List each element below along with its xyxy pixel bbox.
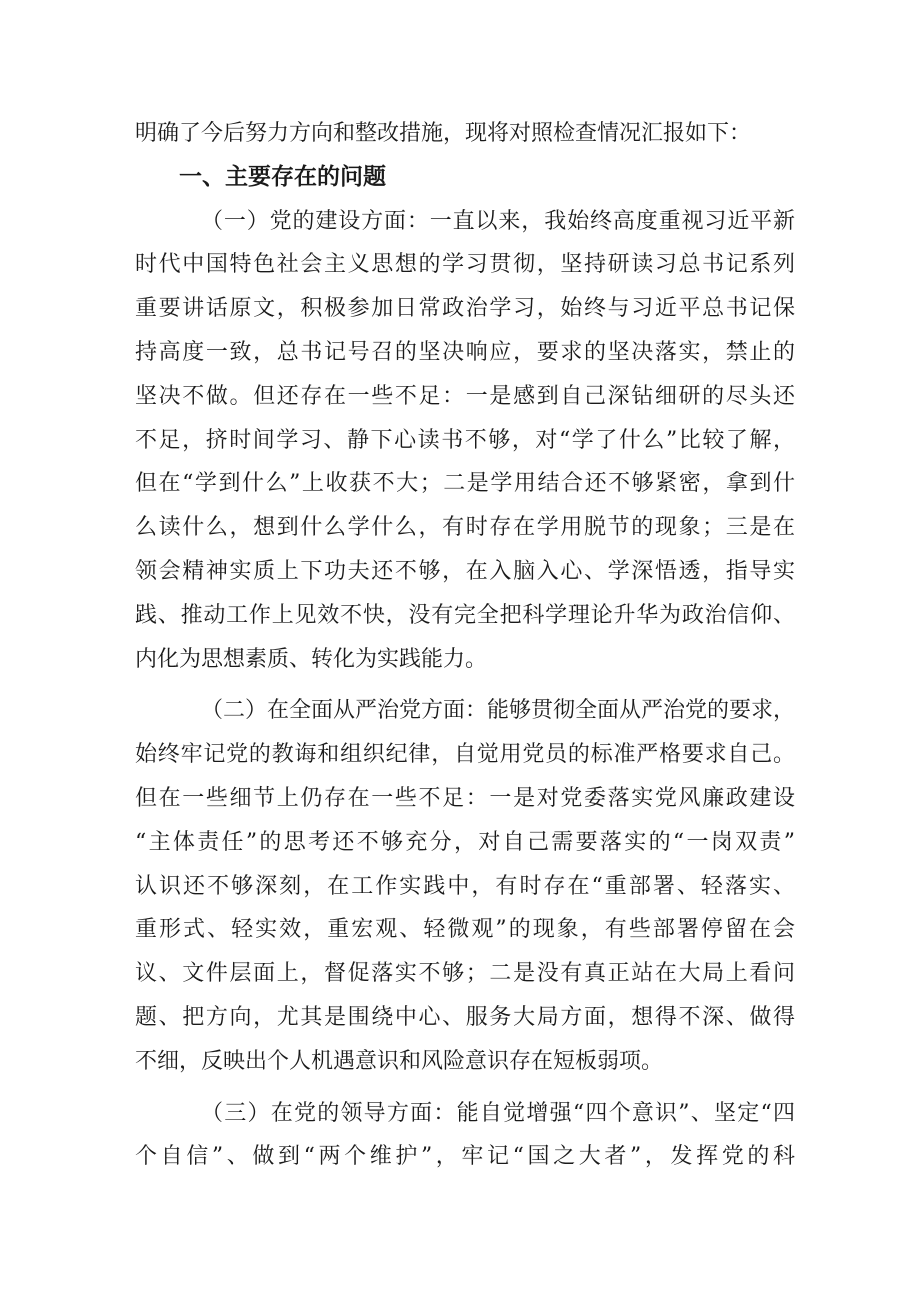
- paragraph-party-leadership: [135, 1092, 795, 1180]
- paragraph-line: （二）在全面从严治党方面：能够贯彻全面从严治党的要求，: [201, 698, 796, 724]
- paragraph-line: “主体责任”的思考还不够充分，对自己需要落实的“一岗双责”: [135, 829, 795, 855]
- paragraph-line: 认识还不够深刻，在工作实践中，有时存在“重部署、轻落实、: [135, 873, 795, 899]
- paragraph-strict-governance: [135, 689, 795, 1083]
- paragraph-line: （三）在党的领导方面：能自觉增强“四个意识”、坚定“四: [201, 1100, 795, 1126]
- paragraph-line: 题、把方向，尤其是围绕中心、服务大局方面，想得不深、做得: [135, 1004, 795, 1030]
- intro-line: 明确了今后努力方向和整改措施，现将对照检查情况汇报如下：: [135, 121, 752, 146]
- paragraph-line: 重要讲话原文，积极参加日常政治学习，始终与习近平总书记保: [135, 296, 795, 322]
- paragraph-line: 重形式、轻实效，重宏观、轻微观”的现象，有些部署停留在会: [135, 917, 795, 943]
- paragraph-line: 时代中国特色社会主义思想的学习贯彻，坚持研读习总书记系列: [135, 252, 795, 278]
- section-heading: 一、主要存在的问题: [179, 163, 386, 190]
- paragraph-line: 不足，挤时间学习、静下心读书不够，对“学了什么”比较了解，: [135, 427, 795, 453]
- paragraph-line: 坚决不做。但还存在一些不足：一是感到自己深钻细研的尽头还: [135, 383, 795, 409]
- paragraph-spacer: [135, 1084, 795, 1092]
- paragraph-line: （一）党的建设方面：一直以来，我始终高度重视习近平新: [201, 208, 795, 234]
- paragraph-party-building: [135, 200, 795, 682]
- paragraph-line: 始终牢记党的教诲和组织纪律，自觉用党员的标准严格要求自己。: [135, 742, 795, 768]
- document-body: [135, 112, 795, 1179]
- paragraph-line: 践、推动工作上见效不快，没有完全把科学理论升华为政治信仰、: [135, 602, 795, 628]
- paragraph-line: 持高度一致，总书记号召的坚决响应，要求的坚决落实，禁止的: [135, 339, 795, 365]
- paragraph-line: 领会精神实质上下功夫还不够，在入脑入心、学深悟透，指导实: [135, 558, 795, 584]
- paragraph-line: 个自信”、做到“两个维护”，牢记“国之大者”，发挥党的科: [135, 1144, 795, 1170]
- paragraph-line: 内化为思想素质、转化为实践能力。: [135, 646, 488, 672]
- paragraph-line: 议、文件层面上，督促落实不够；二是没有真正站在大局上看问: [135, 961, 795, 987]
- paragraph-line: 不细，反映出个人机遇意识和风险意识存在短板弱项。: [135, 1048, 664, 1074]
- paragraph-line: 么读什么，想到什么学什么，有时存在学用脱节的现象；三是在: [135, 515, 795, 541]
- paragraph-line: 但在一些细节上仍存在一些不足：一是对党委落实党风廉政建设: [135, 785, 795, 811]
- paragraph-line: 但在“学到什么”上收获不大；二是学用结合还不够紧密，拿到什: [135, 471, 795, 497]
- paragraph-spacer: [135, 681, 795, 689]
